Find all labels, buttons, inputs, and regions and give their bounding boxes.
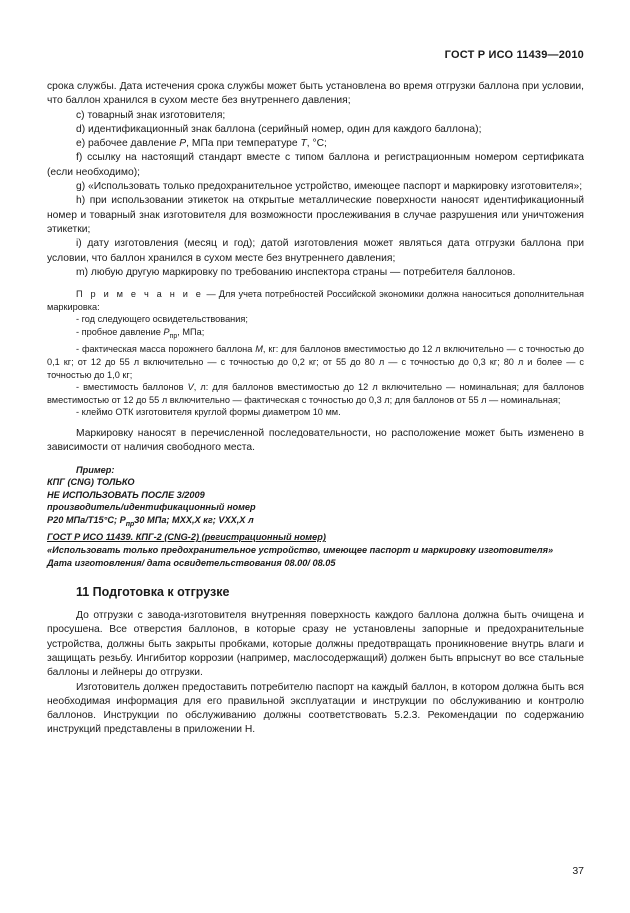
note-label: П р и м е ч а н и е [76, 289, 204, 300]
note-var-v: V [187, 382, 194, 393]
var-p: P [179, 138, 187, 150]
item-e-text-c: , °С; [306, 138, 327, 150]
note-var-m: M [255, 344, 263, 355]
page-body [47, 80, 584, 738]
example-line-4-b: 30 МПа; MXX,X кг; VXX,X л [134, 514, 254, 525]
paragraph-intro: срока службы. Дата истечения срока службы может быть установлена во время отгрузки баллона при условии, что баллон хранился в сухом месте без внутреннего давления; [47, 81, 584, 107]
example-line-6: «Использовать только предохранительное устройство, имеющее паспорт и маркировку изготовителя» [47, 544, 554, 555]
page-header-standard: ГОСТ Р ИСО 11439—2010 [444, 49, 584, 61]
example-sub-pr: пр [125, 520, 135, 528]
list-item-i: i) дату изготовления (месяц и год); датой изготовления может являться дата отгрузки баллона при условии, что баллон хранился в сухом месте без внутреннего давления; [47, 238, 584, 264]
list-item-f: f) ссылку на настоящий стандарт вместе с типом баллона и регистрационным номером сертификата (если необходимо); [47, 152, 584, 178]
example-line-2: НЕ ИСПОЛЬЗОВАТЬ ПОСЛЕ 3/2009 [47, 489, 205, 500]
note-line-4-a: - вместимость баллонов [76, 382, 188, 393]
list-item-h: h) при использовании этикеток на открытые металлические поверхности наносят идентификационный номер и товарный знак изготовителя для возможности прослеживания в случае разрушения или уничтожения этикетки; [47, 195, 584, 235]
list-item-g: g) «Использовать только предохранительное устройство, имеющее паспорт и маркировку изготовителя»; [76, 181, 583, 193]
note-line-3-b: , кг: для баллонов вместимостью до 12 л включительно — с точностью до 0,1 кг; от 12 до 55 л включительно — с точностью до 0,2 кг; от 55 до 80 л — с точностью до 0,3 кг; 80 л и более — с точностью до 1,0 кг; [47, 344, 585, 380]
note-sub-pr: пр [169, 332, 178, 340]
example-heading: Пример: [76, 464, 115, 475]
item-e-text-a: e) рабочее давление [76, 138, 180, 150]
note-line-1: - год следующего освидетельствования; [76, 314, 248, 325]
example-line-4 [47, 514, 584, 531]
note-line-4 [47, 381, 584, 406]
var-t: T [300, 138, 307, 150]
list-item-c: c) товарный знак изготовителя; [76, 109, 226, 121]
note-line-2 [47, 326, 584, 343]
note-line-4-b: , л: для баллонов вместимостью до 12 л включительно — номинальная; для баллонов вместимостью от 12 до 55 л включительно — фактическая с точностью до 0,3 л; для баллонов от 55 л — номинальная; [47, 382, 585, 405]
note-var-p: P [163, 326, 170, 337]
list-item-m: m) любую другую маркировку по требованию инспектора страны — потребителя баллонов. [76, 266, 516, 278]
page-number: 37 [572, 865, 584, 877]
note-line-5: - клеймо ОТК изготовителя круглой формы диаметром 10 мм. [76, 407, 341, 418]
section-title: 11 Подготовка к отгрузке [76, 585, 230, 600]
note-line-2-b: , МПа; [177, 326, 205, 337]
example-line-4-a: P20 МПа/T15°C; P [47, 514, 126, 525]
note-lead [47, 288, 584, 313]
section-paragraph-1: До отгрузки с завода-изготовителя внутренняя поверхность каждого баллона должна быть очищена и просушена. Все отверстия баллонов, в которые сразу не установлены запорные и предохранительные устройства, должны быть закрыты пробками, которые должны предотвращать проникновение внутрь влаги и защищать резьбу. Ингибитор коррозии (например, маслосодержащий) должен быть впрыснут во все стальные баллоны и лейнеры до отгрузки. [47, 610, 584, 679]
example-line-1: КПГ (CNG) ТОЛЬКО [47, 477, 135, 488]
note-line-3-a: - фактическая масса порожнего баллона [76, 344, 256, 355]
example-line-3: производитель/идентификационный номер [47, 502, 256, 513]
paragraph-after-note: Маркировку наносят в перечисленной последовательности, но расположение может быть изменено в зависимости от наличия свободного места. [47, 427, 584, 454]
note-lead-text: — Для учета потребностей Российской экономики должна наноситься дополнительная маркировка: [47, 289, 584, 312]
example-line-5: ГОСТ Р ИСО 11439. КПГ-2 (CNG-2) (регистрационный номер) [47, 532, 326, 543]
list-item-e [47, 137, 584, 151]
list-item-d: d) идентификационный знак баллона (серийный номер, один для каждого баллона); [76, 123, 482, 135]
example-line-7: Дата изготовления/ дата освидетельствования 08.00/ 08.05 [47, 557, 336, 568]
note-line-3 [47, 343, 584, 381]
note-line-2-a: - пробное давление [76, 326, 164, 337]
section-paragraph-2: Изготовитель должен предоставить потребителю паспорт на каждый баллон, в котором должна быть вся необходимая информация для его правильной эксплуатации и инструкции по обслуживанию и контролю баллонов. Инструкции по обслуживанию должны соответствовать 5.2.3. Рекомендации по содержанию инструкций представлены в приложении Н. [47, 681, 584, 736]
item-e-text-b: , МПа при температуре [186, 138, 301, 150]
